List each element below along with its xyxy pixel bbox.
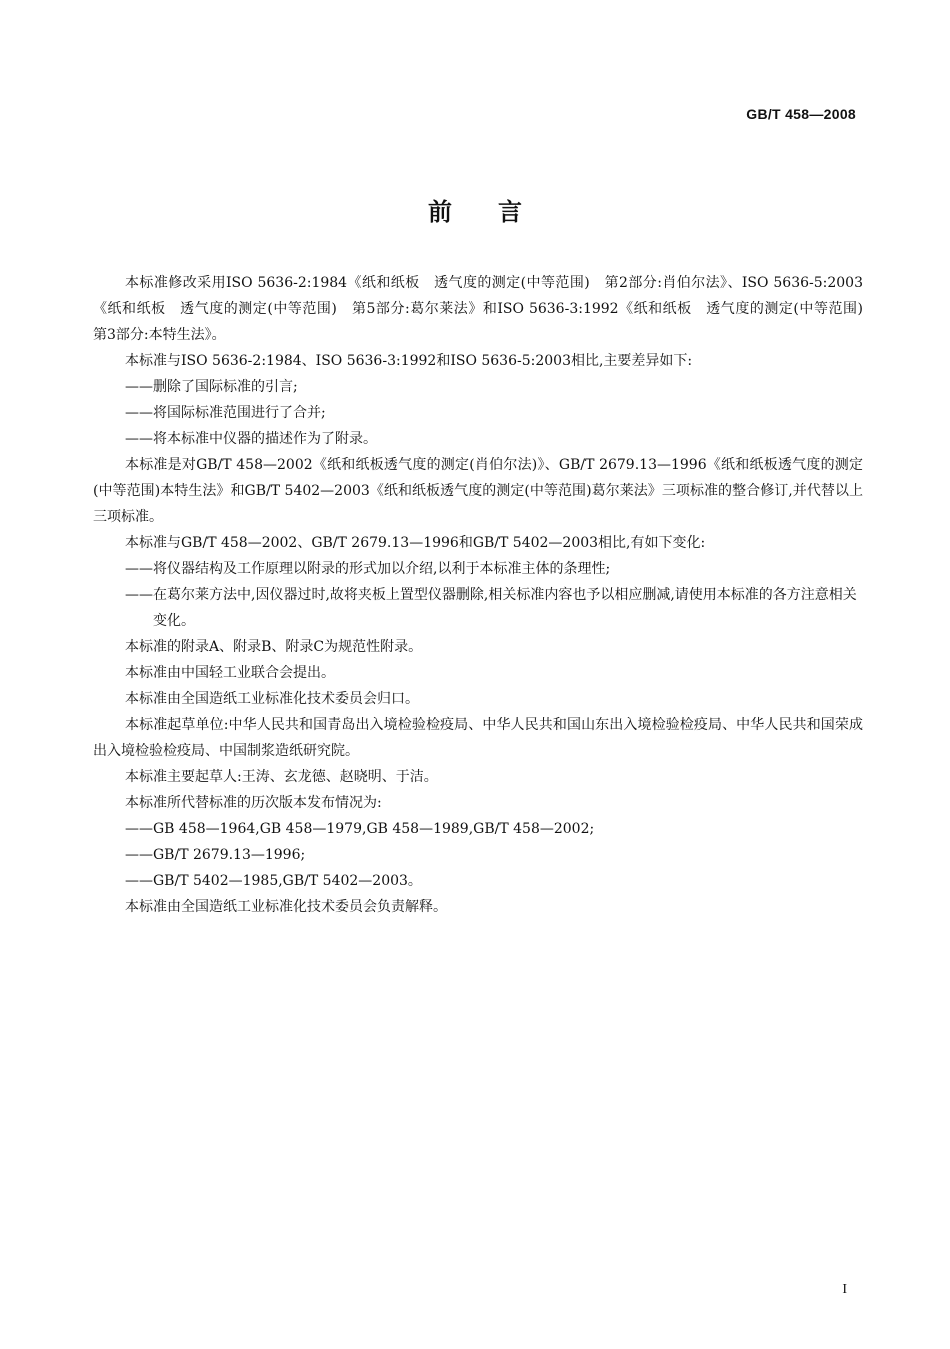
list-item: ——GB/T 2679.13—1996; xyxy=(125,847,306,863)
list-item: ——在葛尔莱方法中,因仪器过时,故将夹板上置型仪器删除,相关标准内容也予以相应删减,请使用本标准的各方注意相关变化。 xyxy=(125,587,857,629)
list-item: ——将仪器结构及工作原理以附录的形式加以介绍,以利于本标准主体的条理性; xyxy=(125,561,611,577)
paragraph-revision: 本标准是对GB/T 458—2002《纸和纸板透气度的测定(肖伯尔法)》、GB/T 2679.13—1996《纸和纸板透气度的测定(中等范围)本特生法》和GB/T 5402—2003《纸和纸板透气度的测定(中等范围)葛尔莱法》三项标准的整合修订,并代替以上三项标准。 xyxy=(93,457,863,525)
list-item: ——GB/T 5402—1985,GB/T 5402—2003。 xyxy=(125,873,422,889)
paragraph-adoption: 本标准修改采用ISO 5636-2:1984《纸和纸板 透气度的测定(中等范围) 第2部分:肖伯尔法》、ISO 5636-5:2003《纸和纸板 透气度的测定(中等范围) 第5部分:葛尔莱法》和ISO 5636-3:1992《纸和纸板 透气度的测定(中等范围) 第3部分:本特生法》。 xyxy=(93,275,877,343)
page-number: I xyxy=(842,1282,847,1297)
paragraph-history: 本标准所代替标准的历次版本发布情况为: xyxy=(125,795,382,811)
paragraph-interpretation: 本标准由全国造纸工业标准化技术委员会负责解释。 xyxy=(125,899,447,915)
list-item: ——将本标准中仪器的描述作为了附录。 xyxy=(125,431,377,447)
paragraph-annexes: 本标准的附录A、附录B、附录C为规范性附录。 xyxy=(125,639,423,655)
page-title: 前言 xyxy=(428,198,568,226)
paragraph-drafting-units: 本标准起草单位:中华人民共和国青岛出入境检验检疫局、中华人民共和国山东出入境检验检疫局、中华人民共和国荣成出入境检验检疫局、中国制浆造纸研究院。 xyxy=(93,717,863,759)
list-item: ——GB 458—1964,GB 458—1979,GB 458—1989,GB/T 458—2002; xyxy=(125,821,595,837)
list-item: ——删除了国际标准的引言; xyxy=(125,379,298,395)
paragraph-technical-committee: 本标准由全国造纸工业标准化技术委员会归口。 xyxy=(125,691,419,707)
paragraph-proposer: 本标准由中国轻工业联合会提出。 xyxy=(125,665,335,681)
list-item: ——将国际标准范围进行了合并; xyxy=(125,405,326,421)
foreword-body xyxy=(93,270,877,920)
paragraph-drafters: 本标准主要起草人:王涛、玄龙德、赵晓明、于洁。 xyxy=(125,769,438,785)
standard-code: GB/T 458—2008 xyxy=(746,106,856,122)
paragraph-differences: 本标准与ISO 5636-2:1984、ISO 5636-3:1992和ISO 5636-5:2003相比,主要差异如下: xyxy=(125,353,693,369)
paragraph-changes: 本标准与GB/T 458—2002、GB/T 2679.13—1996和GB/T 5402—2003相比,有如下变化: xyxy=(125,535,706,551)
